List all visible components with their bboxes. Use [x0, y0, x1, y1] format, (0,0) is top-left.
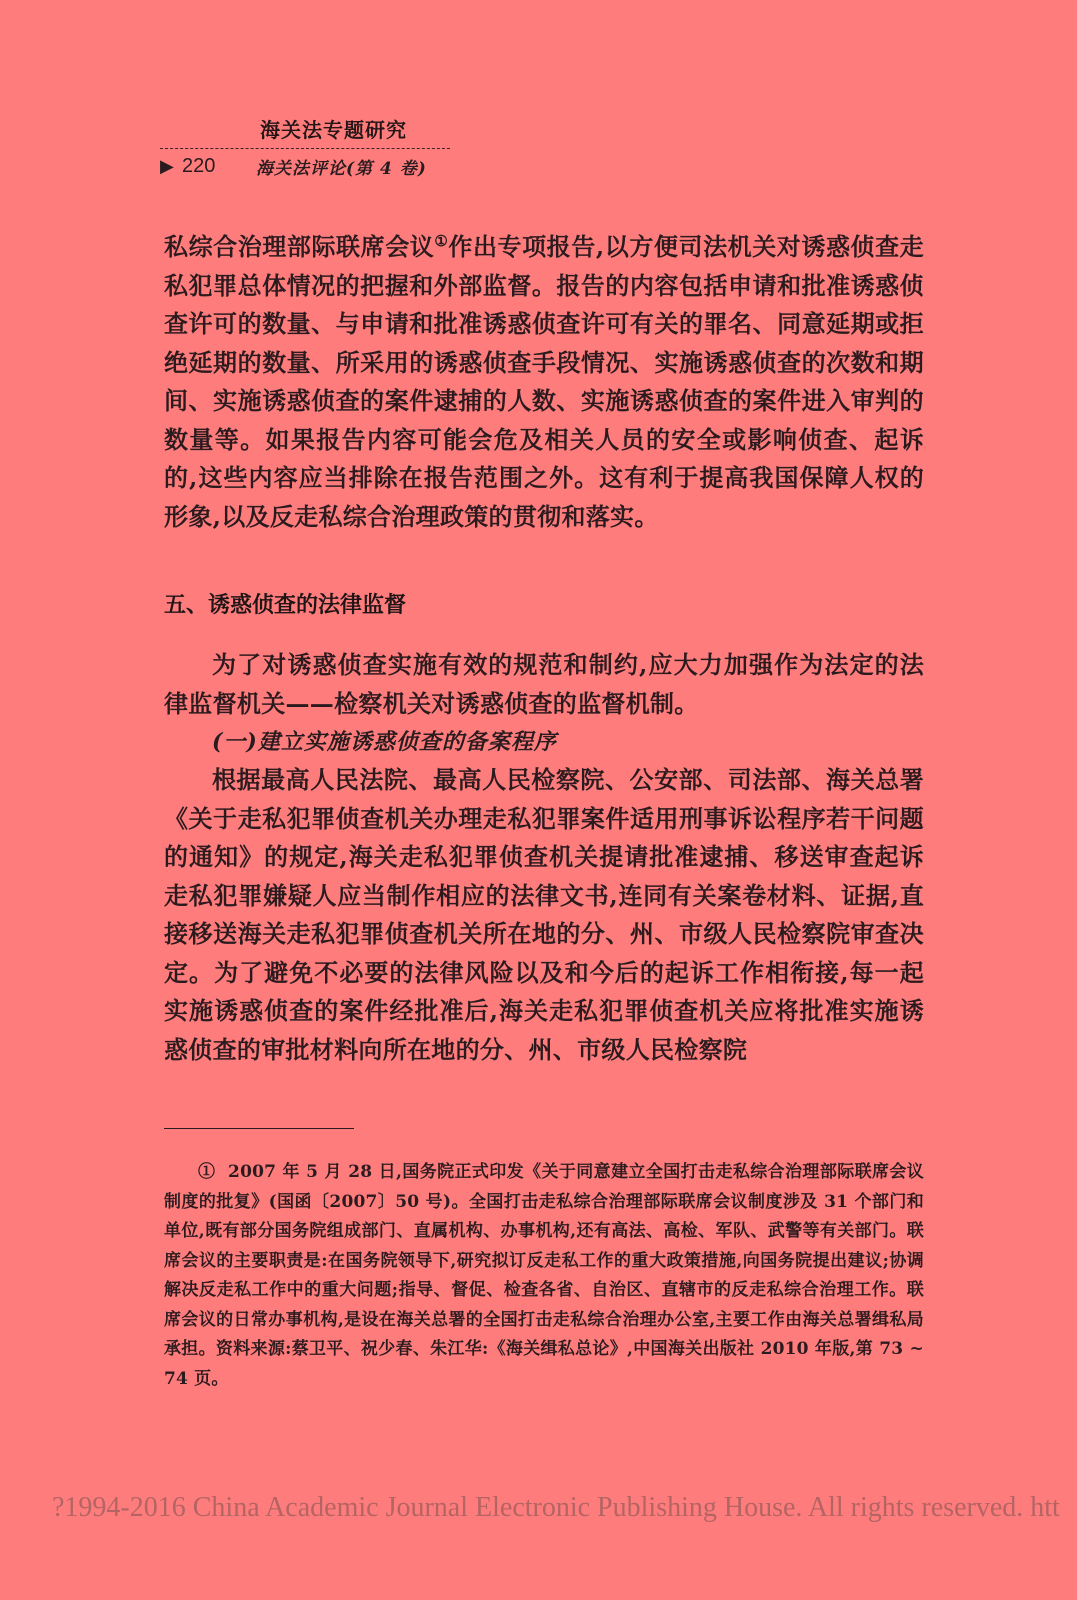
main-text — [164, 228, 924, 536]
series-title: 海关法专题研究 — [260, 118, 407, 142]
footnote-reference[interactable]: ① — [434, 232, 449, 250]
triangle-pointer-icon: ▶ — [160, 155, 174, 177]
journal-title: 海关法评论(第 4 卷) — [256, 158, 427, 179]
copyright-watermark: ?1994-2016 China Academic Journal Electronic Publishing House. All rights reserved. htt — [52, 1492, 1060, 1523]
section-heading: 五、诱惑侦查的法律监督 — [164, 593, 407, 618]
paragraph-2: 为了对诱惑侦查实施有效的规范和制约,应大力加强作为法定的法律监督机关——检察机关对诱惑侦查的监督机制。 — [164, 650, 924, 718]
paragraph-3: 根据最高人民法院、最高人民检察院、公安部、司法部、海关总署《关于走私犯罪侦查机关办理走私犯罪案件适用刑事诉讼程序若干问题的通知》的规定,海关走私犯罪侦查机关提请批准逮捕、移送审查起诉走私犯罪嫌疑人应当制作相应的法律文书,连同有关案卷材料、证据,直接移送海关走私犯罪侦查机关所在地的分、州、市级人民检察院审查决定。为了避免不必要的法律风险以及和今后的起诉工作相衔接,每一起实施诱惑侦查的案件经批准后,海关走私犯罪侦查机关应将批准实施诱惑侦查的审批材料向所在地的分、州、市级人民检察院 — [164, 765, 924, 1064]
footnote-text: 2007 年 5 月 28 日,国务院正式印发《关于同意建立全国打击走私综合治理部际联席会议制度的批复》(国函〔2007〕50 号)。全国打击走私综合治理部际联席会议制度涉及 31 个部门和单位,既有部分国务院组成部门、直属机构、办事机构,还有高法、高检、军队、武警等有关部门。联席会议的主要职责是:在国务院领导下,研究拟订反走私工作的重大政策措施,向国务院提出建议;协调解决反走私工作中的重大问题;指导、督促、检查各省、自治区、直辖市的反走私综合治理工作。联席会议的日常办事机构,是设在海关总署的全国打击走私综合治理办公室,主要工作由海关总署缉私局承担。资料来源:蔡卫平、祝少春、朱江华:《海关缉私总论》,中国海关出版社 2010 年版,第 73 ~ 74 页。 — [164, 1162, 924, 1389]
running-header — [160, 118, 460, 179]
header-page-line — [160, 153, 460, 179]
header-divider — [160, 148, 450, 149]
subsection-heading: (一)建立实施诱惑侦查的备案程序 — [212, 729, 557, 755]
paragraph-1-start: 私综合治理部际联席会议 — [164, 232, 435, 261]
page-number: 220 — [182, 154, 216, 177]
footnote-divider — [164, 1128, 354, 1129]
footnote — [164, 1158, 924, 1394]
section-heading-wrap — [164, 588, 924, 619]
paragraph-1 — [164, 228, 924, 536]
paragraph-1-rest: 作出专项报告,以方便司法机关对诱惑侦查走私犯罪总体情况的把握和外部监督。报告的内容包括申请和批准诱惑侦查许可的数量、与申请和批准诱惑侦查许可有关的罪名、同意延期或拒绝延期的数量、所采用的诱惑侦查手段情况、实施诱惑侦查的次数和期间、实施诱惑侦查的案件逮捕的人数、实施诱惑侦查的案件进入审判的数量等。如果报告内容可能会危及相关人员的安全或影响侦查、起诉的,这些内容应当排除在报告范围之外。这有利于提高我国保障人权的形象,以及反走私综合治理政策的贯彻和落实。 — [164, 232, 924, 531]
footnote-marker: ① — [198, 1162, 216, 1182]
main-text-2 — [164, 646, 924, 1069]
